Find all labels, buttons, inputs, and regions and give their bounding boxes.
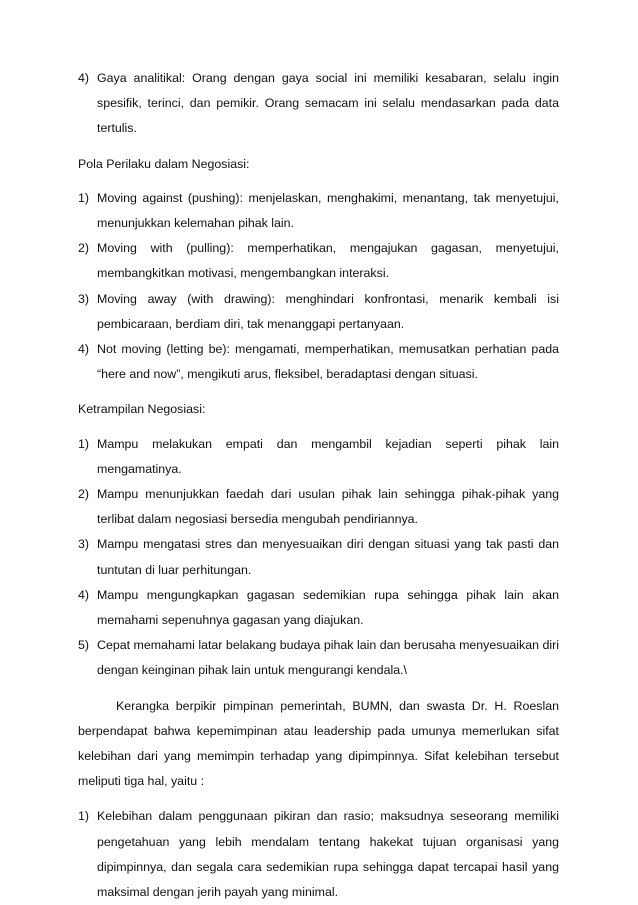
list-number: 1) <box>78 809 90 824</box>
list-item <box>78 583 559 633</box>
list-text: Mampu mengatasi stres dan menyesuaikan diri dengan situasi yang tak pasti dan tuntutan di luar perhitungan. <box>97 537 559 577</box>
list-number: 3) <box>78 537 90 552</box>
list-text: Moving against (pushing): menjelaskan, menghakimi, menantang, tak menyetujui, menunjukkan kelemahan pihak lain. <box>97 190 559 231</box>
list-text: Not moving (letting be): mengamati, memperhatikan, memusatkan perhatian pada “here and now”, mengikuti arus, fleksibel, beradaptasi dengan situasi. <box>97 342 559 382</box>
list-number: 1) <box>78 190 90 205</box>
pola-perilaku-list <box>78 186 559 388</box>
list-item <box>78 186 559 236</box>
list-item <box>78 482 559 532</box>
list-text: Moving with (pulling): memperhatikan, mengajukan gagasan, menyetujui, membangkitkan motivasi, mengembangkan interaksi. <box>97 241 559 281</box>
list-number: 2) <box>78 487 90 502</box>
list-number: 3) <box>78 291 90 306</box>
list-number: 4) <box>78 71 90 85</box>
document-page <box>78 66 559 905</box>
list-item <box>78 633 559 683</box>
list-text: Cepat memahami latar belakang budaya pihak lain dan berusaha menyesuaikan diri dengan keinginan pihak lain untuk mengurangi kendala.\ <box>97 638 559 678</box>
list-item <box>78 532 559 582</box>
section-heading-pola-perilaku: Pola Perilaku dalam Negosiasi: <box>78 156 250 171</box>
intro-list <box>78 66 559 142</box>
list-number: 1) <box>78 436 90 451</box>
list-text: Gaya analitikal: Orang dengan gaya social ini memiliki kesabaran, selalu ingin spesifik, terinci, dan pemikir. Orang semacam ini selalu mendasarkan pada data tertulis. <box>97 71 559 136</box>
list-item <box>78 337 559 387</box>
list-item <box>78 287 559 337</box>
list-number: 4) <box>78 587 90 602</box>
section-heading-ketrampilan: Ketrampilan Negosiasi: <box>78 402 206 417</box>
list-text: Kelebihan dalam penggunaan pikiran dan rasio; maksudnya seseorang memiliki pengetahuan yang lebih mendalam tentang hakekat tujuan organisasi yang dipimpinnya, dan segala cara sedemikian rupa sehingga dapat tercapai hasil yang maksimal dengan jerih payah yang minimal. <box>97 809 559 900</box>
list-item <box>78 66 559 142</box>
list-item <box>78 804 559 905</box>
list-item <box>78 236 559 286</box>
list-text: Mampu melakukan empati dan mengambil kejadian seperti pihak lain mengamatinya. <box>97 436 559 476</box>
list-text: Mampu mengungkapkan gagasan sedemikian rupa sehingga pihak lain akan memahami sepenuhnya gagasan yang diajukan. <box>97 587 559 628</box>
list-number: 4) <box>78 342 90 357</box>
list-text: Moving away (with drawing): menghindari konfrontasi, menarik kembali isi pembicaraan, berdiam diri, tak menanggapi pertanyaan. <box>97 291 559 331</box>
list-number: 2) <box>78 241 90 256</box>
body-paragraph: Kerangka berpikir pimpinan pemerintah, BUMN, dan swasta Dr. H. Roeslan berpendapat bahwa kepemimpinan atau leadership pada umunya memerlukan sifat kelebihan dari yang memimpin terhadap yang dipimpinnya. Sifat kelebihan tersebut meliputi tiga hal, yaitu : <box>78 698 559 789</box>
list-item <box>78 432 559 482</box>
list-text: Mampu menunjukkan faedah dari usulan pihak lain sehingga pihak-pihak yang terlibat dalam negosiasi bersedia mengubah pendiriannya. <box>97 487 559 527</box>
ketrampilan-list <box>78 432 559 684</box>
kelebihan-list <box>78 804 559 905</box>
list-number: 5) <box>78 638 90 653</box>
